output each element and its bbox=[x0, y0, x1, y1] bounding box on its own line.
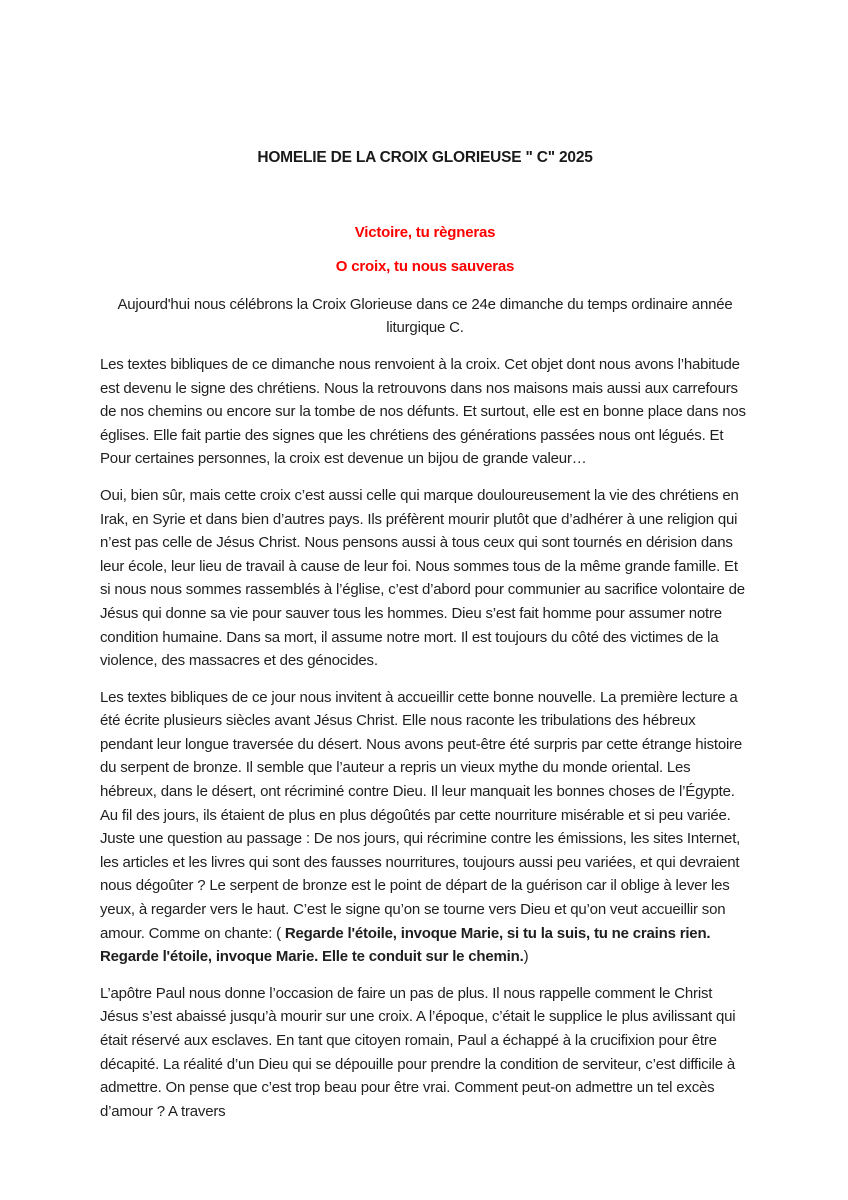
subtitle-line-victoire: Victoire, tu règneras bbox=[354, 223, 496, 241]
subtitle-line-o-croix: O croix, tu nous sauveras bbox=[335, 258, 515, 276]
chant-quote-closing-paren: ) bbox=[523, 948, 529, 966]
paragraph-chretiens-persecutes: Oui, bien sûr, mais cette croix c’est aussi celle qui marque douloureusement la vie des chrétiens en Irak, en Syrie et dans bien d’autres pays. Ils préfèrent mourir plutôt que d’adhérer à une religion qui n’est pas celle de Jésus Christ. Nous pensons aussi à tous ceux qui sont tournés en dérision dans leur école, leur lieu de travail à cause de leur foi. Nous sommes tous de la même grande famille. Et si nous nous sommes rassemblés à l’église, c’est d’abord pour communier au sacrifice volontaire de Jésus qui donne sa vie pour sauver tous les hommes. Dieu s’est fait homme pour assumer notre condition humaine. Dans sa mort, il assume notre mort. Il est toujours du côté des victimes de la violence, des massacres et des génocides. bbox=[100, 486, 745, 670]
document-title: HOMELIE DE LA CROIX GLORIEUSE " C" 2025 bbox=[257, 149, 593, 166]
paragraph-croix-signe: Les textes bibliques de ce dimanche nous renvoient à la croix. Cet objet dont nous avons l’habitude est devenu le signe des chrétiens. Nous la retrouvons dans nos maisons mais aussi aux carrefours de nos chemins ou encore sur la tombe de nos défunts. Et surtout, elle est en bonne place dans nos églises. Elle fait partie des signes que les chrétiens des générations passées nous ont légués. Et Pour certaines personnes, la croix est devenue un bijou de grande valeur… bbox=[100, 355, 746, 468]
paragraph-serpent-bronze bbox=[100, 686, 750, 969]
chant-quote-bold: Regarde l'étoile, invoque Marie, si tu la suis, tu ne crains rien. Regarde l'étoile, invoque Marie. Elle te conduit sur le chemin. bbox=[100, 924, 711, 966]
paragraph-serpent-bronze-text: Les textes bibliques de ce jour nous invitent à accueillir cette bonne nouvelle. La première lecture a été écrite plusieurs siècles avant Jésus Christ. Elle nous raconte les tribulations des hébreux pendant leur longue traversée du désert. Nous avons peut-être été surpris par cette étrange histoire du serpent de bronze. Il semble que l’auteur a repris un vieux mythe du monde oriental. Les hébreux, dans le désert, ont récriminé contre Dieu. Il leur manquait les bonnes choses de l’Égypte. Au fil des jours, ils étaient de plus en plus dégoûtés par cette nourriture misérable et si peu variée. Juste une question au passage : De nos jours, qui récrimine contre les émissions, les sites Internet, les articles et les livres qui sont des fausses nourritures, toujours aussi peu variées, et qui devraient nous dégoûter ? Le serpent de bronze est le point de départ de la guérison car il oblige à lever les yeux, à regarder vers le haut. C’est le signe qu’on se tourne vers Dieu et qu’on veut accueillir son amour. Comme on chante: ( bbox=[100, 688, 743, 942]
intro-paragraph: Aujourd'hui nous célébrons la Croix Glorieuse dans ce 24e dimanche du temps ordinaire année liturgique C. bbox=[117, 295, 733, 337]
paragraph-apotre-paul: L’apôtre Paul nous donne l’occasion de faire un pas de plus. Il nous rappelle comment le Christ Jésus s’est abaissé jusqu’à mourir sur une croix. A l’époque, c’était le supplice le plus avilissant qui était réservé aux esclaves. En tant que citoyen romain, Paul a échappé à la crucifixion pour être décapité. La réalité d’un Dieu qui se dépouille pour prendre la condition de serviteur, c’est difficile à admettre. On pense que c’est trop beau pour être vrai. Comment peut-on admettre un tel excès d’amour ? A travers bbox=[100, 984, 736, 1120]
